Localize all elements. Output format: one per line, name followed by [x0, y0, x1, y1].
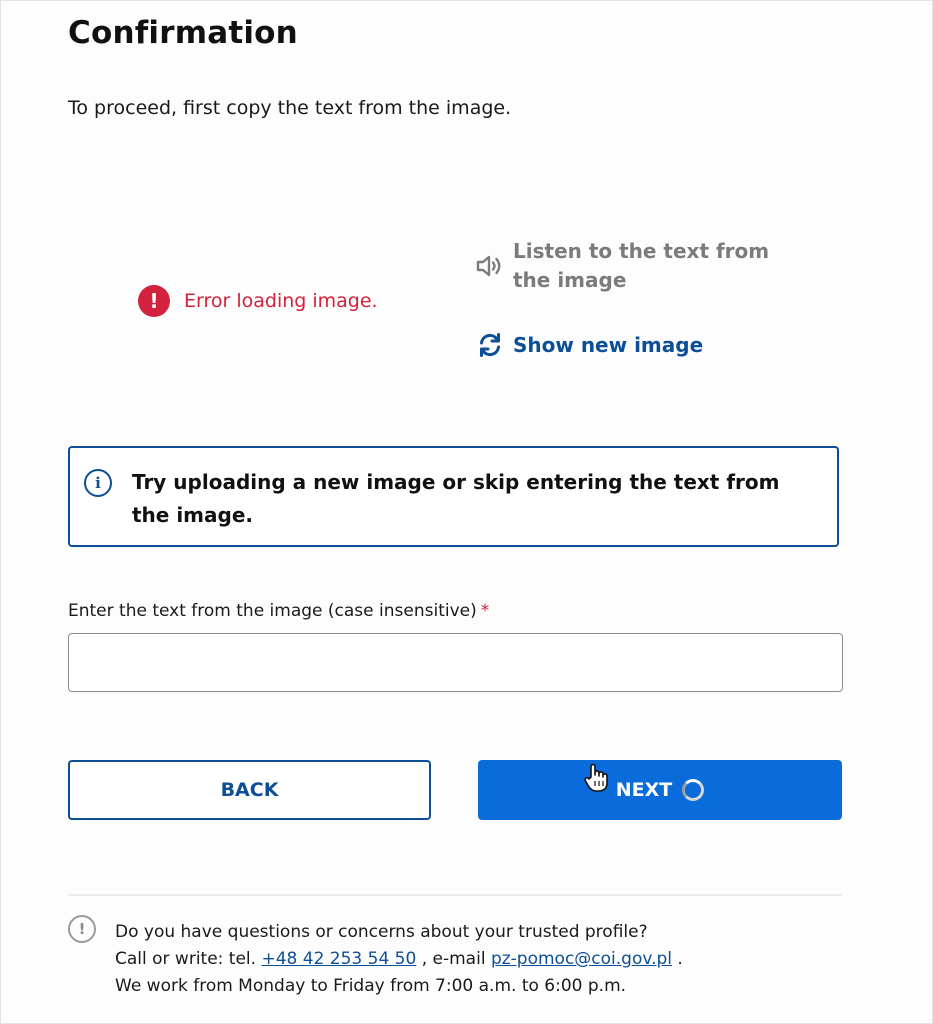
error-icon: !	[138, 285, 170, 317]
phone-link[interactable]: +48 42 253 54 50	[261, 949, 417, 969]
info-message: Try uploading a new image or skip entering the text from the image.	[132, 470, 780, 527]
exclamation-icon: !	[68, 915, 96, 943]
captcha-input-label	[68, 601, 489, 621]
captcha-input-label-text: Enter the text from the image (case insensitive)	[68, 601, 477, 621]
page-title: Confirmation	[68, 15, 298, 51]
listen-label: Listen to the text from the image	[513, 239, 770, 292]
loading-spinner-icon	[682, 779, 704, 801]
help-contact	[115, 919, 683, 1000]
required-marker: *	[480, 601, 490, 621]
captcha-error	[138, 285, 378, 317]
intro-text: To proceed, first copy the text from the image.	[68, 97, 512, 119]
help-hours: We work from Monday to Friday from 7:00 a.m. to 6:00 p.m.	[115, 976, 627, 996]
show-new-image-link[interactable]	[477, 332, 703, 358]
info-icon: i	[84, 469, 112, 497]
error-text: Error loading image.	[184, 290, 378, 312]
help-call-prefix: Call or write: tel.	[115, 949, 262, 969]
help-email-prefix: , e-mail	[416, 949, 491, 969]
back-button-label: BACK	[220, 779, 279, 801]
captcha-text-input[interactable]	[68, 633, 843, 692]
next-button-label: NEXT	[615, 779, 673, 801]
help-contact-line	[115, 946, 683, 973]
help-question: Do you have questions or concerns about your trusted profile?	[115, 922, 648, 942]
info-alert	[68, 446, 839, 547]
refresh-label: Show new image	[513, 333, 704, 357]
next-button[interactable]	[478, 760, 842, 820]
footer-divider	[68, 894, 842, 896]
speaker-icon	[475, 253, 505, 279]
listen-audio-link[interactable]	[475, 237, 815, 295]
help-email-suffix: .	[672, 949, 683, 969]
email-link[interactable]: pz-pomoc@coi.gov.pl	[490, 949, 673, 969]
refresh-icon	[477, 332, 503, 358]
back-button[interactable]	[68, 760, 431, 820]
